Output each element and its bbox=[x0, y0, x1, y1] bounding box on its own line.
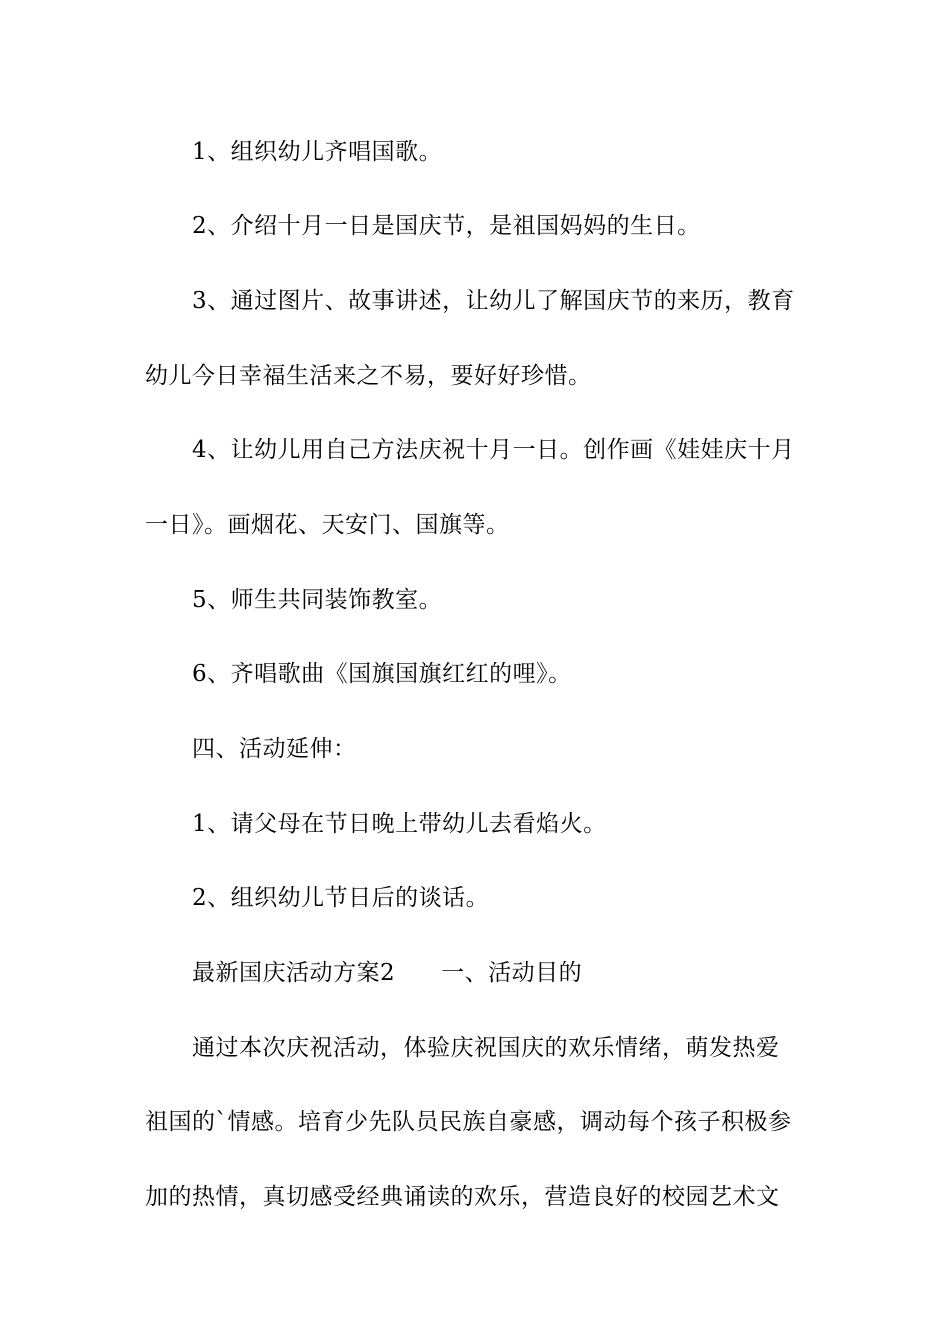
paragraph-line: 1、请父母在节日晚上带幼儿去看焰火。 bbox=[192, 811, 607, 837]
paragraph-line: 一日》。画烟花、天安门、国旗等。 bbox=[145, 512, 510, 538]
paragraph-line: 3、通过图片、故事讲述，让幼儿了解国庆节的来历，教育 bbox=[192, 288, 795, 314]
paragraph-line: 幼儿今日幸福生活来之不易，要好好珍惜。 bbox=[145, 363, 592, 389]
paragraph-line: 2、组织幼儿节日后的谈话。 bbox=[192, 885, 490, 911]
paragraph-line: 2、介绍十月一日是国庆节，是祖国妈妈的生日。 bbox=[192, 213, 701, 239]
paragraph-line: 6、齐唱歌曲《国旗国旗红红的哩》。 bbox=[192, 661, 572, 687]
paragraph-line: 4、让幼儿用自己方法庆祝十月一日。创作画《娃娃庆十月 bbox=[192, 437, 795, 463]
paragraph-line: 5、师生共同装饰教室。 bbox=[192, 587, 443, 613]
paragraph-line: 加的热情，真切感受经典诵读的欢乐，营造良好的校园艺术文 bbox=[145, 1184, 780, 1210]
heading-line bbox=[192, 958, 862, 988]
paragraph-line: 祖国的`情感。培育少先队员民族自豪感，调动每个孩子积极参 bbox=[145, 1109, 792, 1135]
section-heading: 一、活动目的 bbox=[441, 960, 583, 986]
document-title: 最新国庆活动方案2 bbox=[192, 960, 396, 986]
paragraph-line: 1、组织幼儿齐唱国歌。 bbox=[192, 139, 443, 165]
section-heading: 四、活动延伸： bbox=[192, 736, 357, 762]
paragraph-line: 通过本次庆祝活动，体验庆祝国庆的欢乐情绪，萌发热爱 bbox=[192, 1035, 780, 1061]
